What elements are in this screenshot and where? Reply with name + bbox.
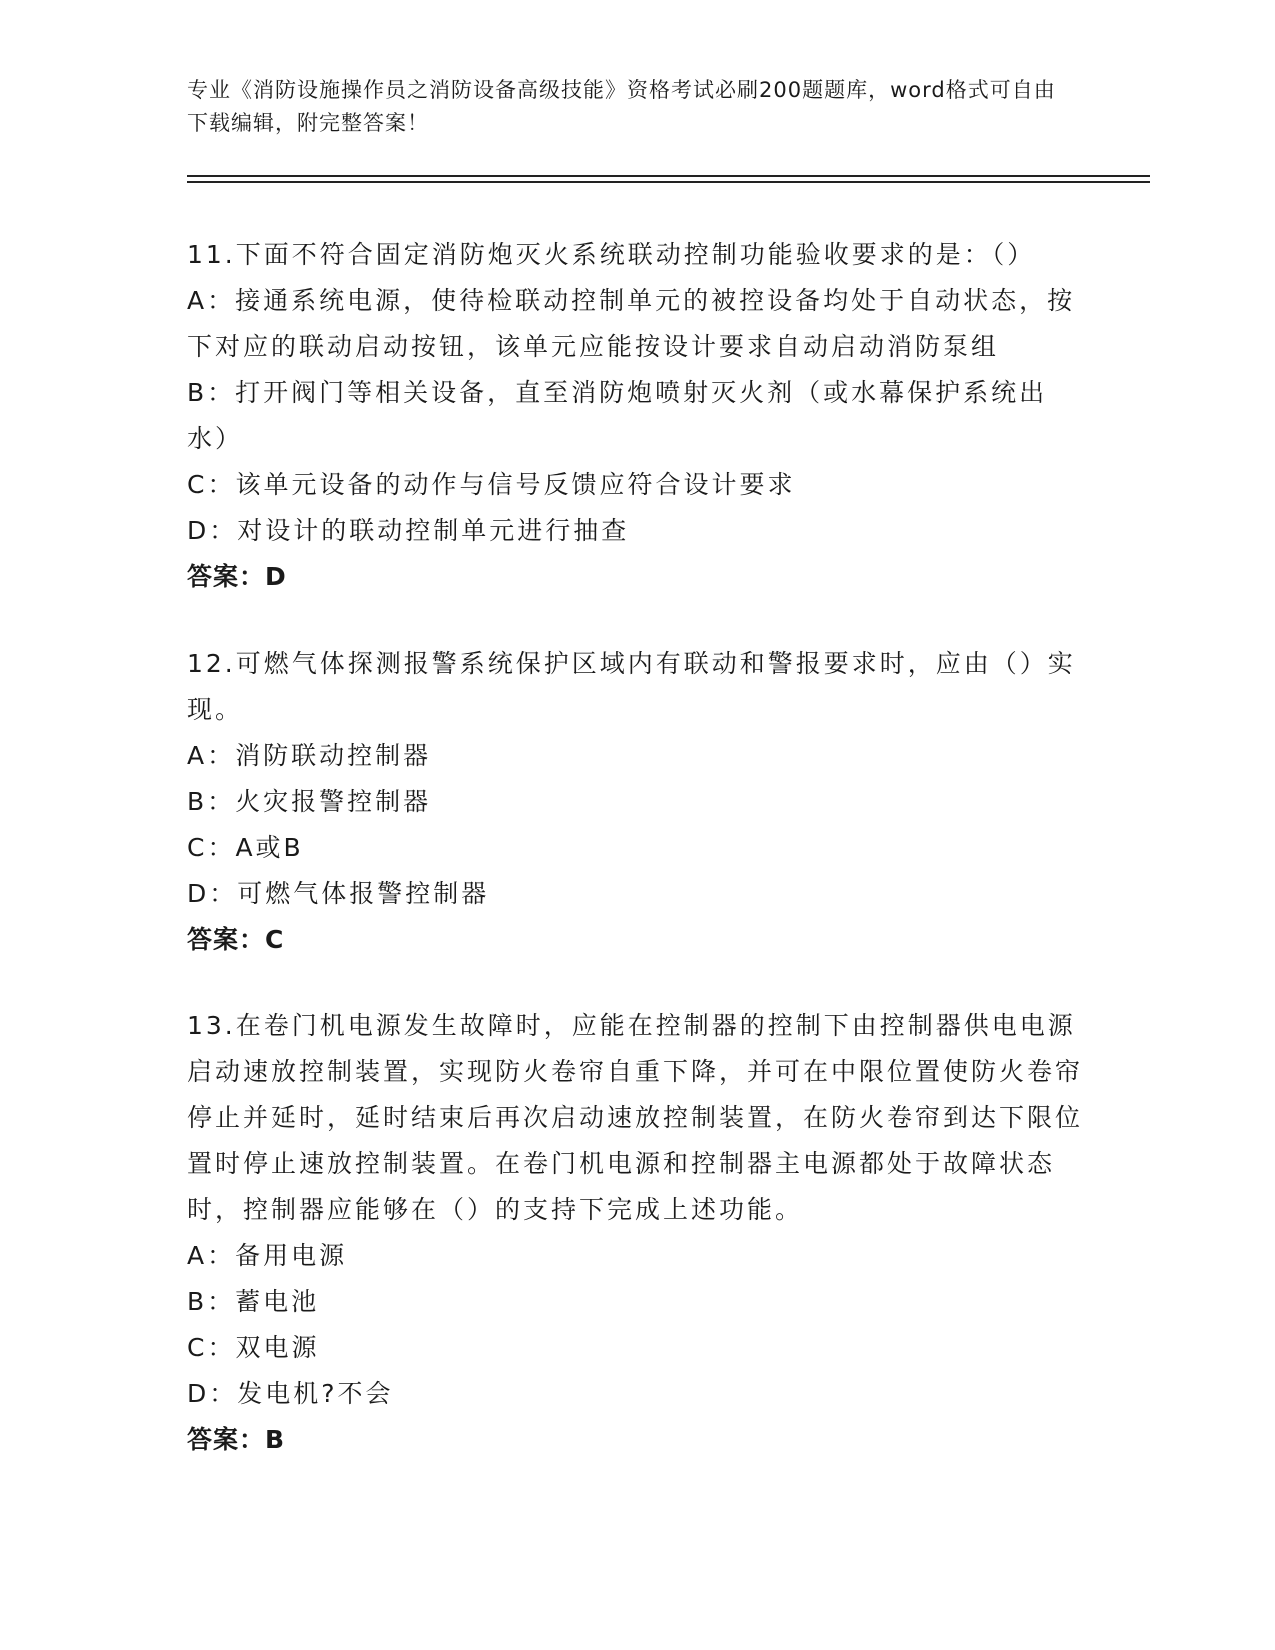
option-c: C：A或B bbox=[187, 833, 304, 862]
question-stem: 12.可燃气体探测报警系统保护区域内有联动和警报要求时，应由（）实现。 bbox=[187, 649, 1076, 724]
question-12 bbox=[187, 641, 1087, 963]
header-intro: 专业《消防设施操作员之消防设备高级技能》资格考试必刷200题题库，word格式可自由下载编辑，附完整答案！ bbox=[187, 78, 1056, 135]
option-d: D：对设计的联动控制单元进行抽查 bbox=[187, 516, 630, 545]
option-d: D：可燃气体报警控制器 bbox=[187, 879, 490, 908]
option-b: B：蓄电池 bbox=[187, 1287, 320, 1316]
answer-label: 答案：D bbox=[187, 562, 287, 591]
option-b: B：打开阀门等相关设备，直至消防炮喷射灭火剂（或水幕保护系统出水） bbox=[187, 378, 1048, 453]
option-d: D：发电机?不会 bbox=[187, 1379, 394, 1408]
option-b: B：火灾报警控制器 bbox=[187, 787, 432, 816]
document-header bbox=[187, 74, 1067, 140]
option-a: A：备用电源 bbox=[187, 1241, 348, 1270]
question-stem: 11.下面不符合固定消防炮灭火系统联动控制功能验收要求的是：（） bbox=[187, 240, 1036, 269]
answer-label: 答案：C bbox=[187, 925, 285, 954]
question-11 bbox=[187, 232, 1087, 600]
option-a: A：消防联动控制器 bbox=[187, 741, 432, 770]
answer-label: 答案：B bbox=[187, 1425, 286, 1454]
header-divider-bottom bbox=[187, 181, 1150, 183]
header-divider-top bbox=[187, 175, 1150, 177]
option-a: A：接通系统电源，使待检联动控制单元的被控设备均处于自动状态，按下对应的联动启动按钮，该单元应能按设计要求自动启动消防泵组 bbox=[187, 286, 1076, 361]
option-c: C：该单元设备的动作与信号反馈应符合设计要求 bbox=[187, 470, 796, 499]
option-c: C：双电源 bbox=[187, 1333, 320, 1362]
question-stem: 13.在卷门机电源发生故障时，应能在控制器的控制下由控制器供电电源启动速放控制装置，实现防火卷帘自重下降，并可在中限位置使防火卷帘停止并延时，延时结束后再次启动速放控制装置，在防火卷帘到达下限位置时停止速放控制装置。在卷门机电源和控制器主电源都处于故障状态时，控制器应能够在（）的支持下完成上述功能。 bbox=[187, 1011, 1084, 1224]
question-13 bbox=[187, 1003, 1087, 1463]
